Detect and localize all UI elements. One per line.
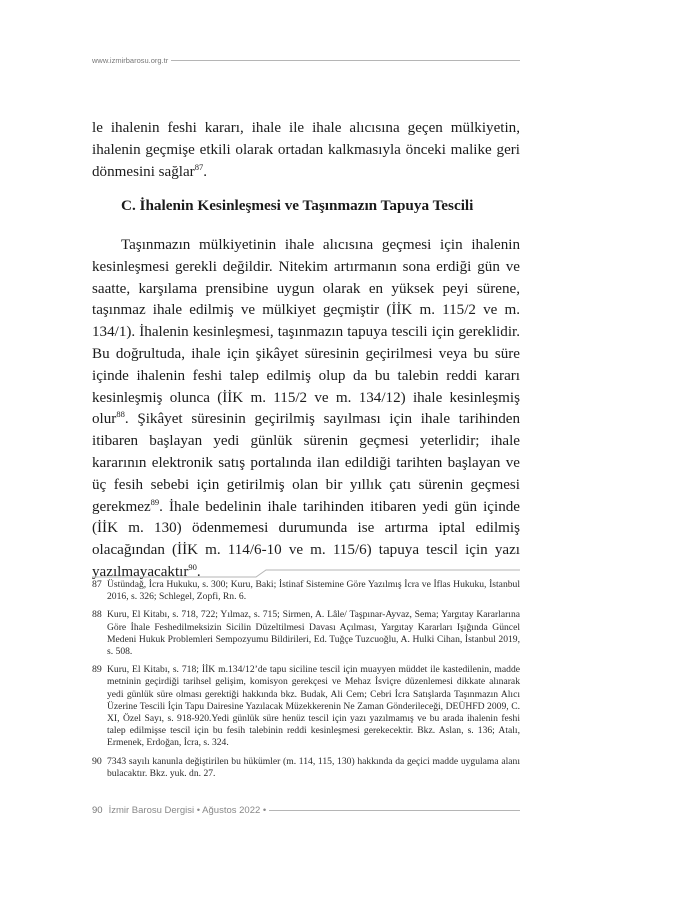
page-header [92,53,520,67]
paragraph1-text: le ihalenin feshi kararı, ihale ile ihale alıcısına geçen mülkiyetin, ihalenin geçmişe etkili olarak ortadan kalkmasıyla önceki malike geri dönmesini sağlar [92,120,520,180]
paragraph-continuation [92,118,520,183]
footnote-ref-89[interactable]: 89 [150,496,160,507]
footnote-text: Kuru, El Kitabı, s. 718; İİK m.134/12’de tapu siciline tescil için muayyen müddet ile kastedilenin, madde metninin geçirdiği tarihsel gelişim, komisyon gerekçesi ve Mehaz İsviçre düzenlemesi dikkate alınarak yedi günlük süre olması gerektiği hakkında bkz. Budak, Ali Cem; Cebri İcra Satışlarda Taşınmazın Alıcı Üzerine Tescili İçin Tapu Dairesine Yazılacak Müzekkerenin Ne Zaman Gönderileceği, DEÜHFD 2009, C. XI, Özel Sayı, s. 918-920.Yedi günlük süre henüz tescil için yazı yazılmamış ve bu arada ihalenin feshi talep edilmişse tescil için bu fesih talebinin reddi kesinleşmesi gerekecektir. Bkz. Aslan, s. 136; Atalı, Ermenek, Erdoğan, İcra, s. 324. [107,664,520,749]
paragraph2-end: . [196,563,201,580]
paragraph-main [92,235,520,584]
footnote-text: Kuru, El Kitabı, s. 718, 722; Yılmaz, s. 715; Sirmen, A. Lâle/ Taşpınar-Ayvaz, Sema; Yargıtay Kararlarına Göre İhale Feshedilmeksizin Sicilin Düzeltilmesi Davası Açılması, Yargıtay Kararları Işığında Güncel Medeni Hukuk Problemleri Sempozyumu Bildirileri, Ed. Tuğçe Tuzcuoğlu, A. Hulki Cihan, İstanbul 2019, s. 508. [107,609,520,658]
footnote-number: 88 [92,609,102,621]
header-url: www.izmirbarosu.org.tr [92,55,169,65]
footnote-text: 7343 sayılı kanunla değiştirilen bu hükümler (m. 114, 115, 130) hakkında da geçici madde uygulama alanı bulacaktır. Bkz. yuk. dn. 27. [107,755,520,779]
footnote-87 [92,579,520,603]
footnote-ref-87[interactable]: 87 [194,161,204,172]
page-number: 90 [92,804,103,816]
paragraph1-end: . [203,163,207,180]
footnote-number: 89 [92,664,102,676]
header-rule [171,60,520,61]
page-footer [92,803,520,817]
footnote-number: 87 [92,579,102,590]
journal-name: İzmir Barosu Dergisi • Ağustos 2022 • [108,804,267,816]
footnote-90 [92,756,520,780]
footer-rule [269,810,520,811]
section-heading: C. İhalenin Kesinleşmesi ve Taşınmazın Tapuya Tescili [121,197,474,214]
paragraph2-part1: Taşınmazın mülkiyetinin ihale alıcısına geçmesi için ihalenin kesinleşmesi gerekli değildir. Nitekim artırmanın sona erdiği gün ve saatte, karşılama prensibine uygun olarak en yüksek peyi sürene, taşınmaz ihale edilmiş ve mülkiyet geçmiştir (İİK m. 115/2 ve m. 134/1). İhalenin kesinleşmesi, taşınmazın tapuya tescili için gereklidir. Bu doğrultuda, ihale için şikâyet süresinin geçirilmesi veya bu süre içinde ihalenin feshi talep edilmiş olup da bu talebin reddi kararı kesinleşmiş olunca (İİK m. 115/2 ve m. 134/12) ihale kesinleşmiş olur [92,237,520,428]
footnote-separator [92,563,520,580]
footnote-number: 90 [92,755,102,767]
paragraph2-part2: . Şikâyet süresinin geçirilmiş sayılması için ihale tarihinden itibaren başlayan yedi günlük sürenin geçmesi yeterlidir; ihale kararının elektronik satış portalında ilan edildiği tarihten başlayan ve üç fesih sebebi için getirilmiş olan bir yıllık çatı sürenin geçmesi gerekmez [92,411,520,515]
footnotes [92,579,520,786]
footnote-88 [92,609,520,658]
footnote-ref-88[interactable]: 88 [116,409,125,420]
footnote-89 [92,664,520,749]
paragraph2-part3: . İhale bedelinin ihale tarihinden itibaren yedi gün içinde (İİK m. 130) ödenmemesi durumunda ise artırma iptal edilmiş olacağından (İİK m. 114/6-10 ve m. 115/6) tapuya tescil için yazı yazılmayacaktır [92,498,520,580]
footnote-ref-90[interactable]: 90 [188,561,197,572]
footnote-text: Üstündağ, İcra Hukuku, s. 300; Kuru, Baki; İstinaf Sistemine Göre Yazılmış İcra ve İflas Hukuku, İstanbul 2016, s. 326; Schlegel, Zopfi, Rn. 6. [107,579,520,603]
